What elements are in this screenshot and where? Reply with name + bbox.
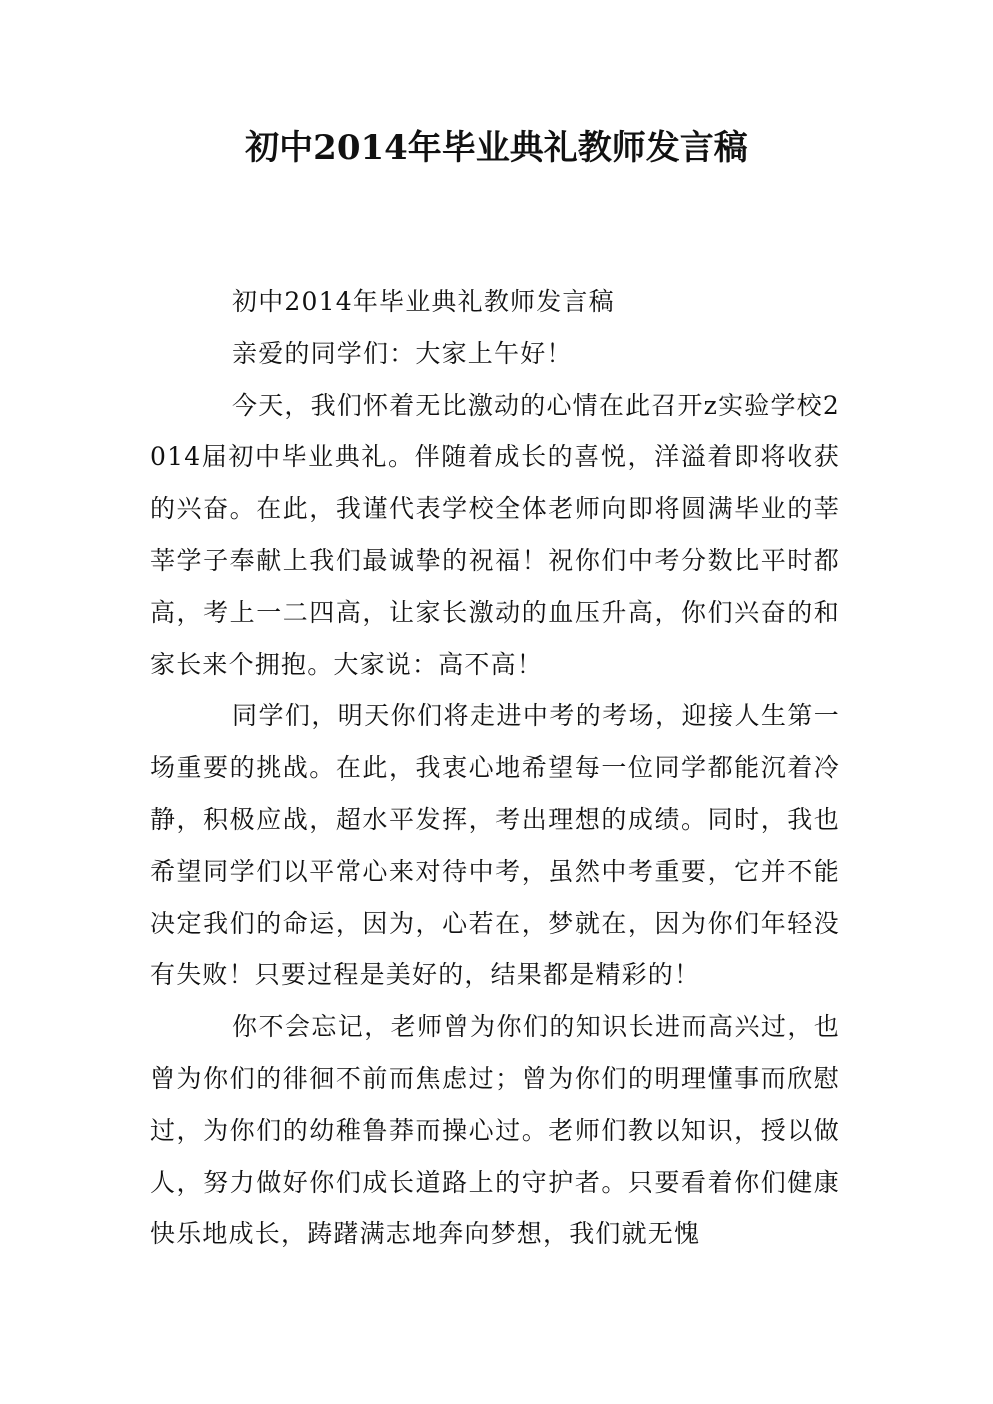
paragraph-teachers-care: 你不会忘记，老师曾为你们的知识长进而高兴过，也曾为你们的徘徊不前而焦虑过；曾为你们的明理懂事而欣慰过，为你们的幼稚鲁莽而操心过。老师们教以知识，授以做人，努力做好你们成长道路上的守护者。只要看着你们健康快乐地成长，踌躇满志地奔向梦想，我们就无愧	[150, 1012, 840, 1249]
paragraph-exam-wishes: 同学们，明天你们将走进中考的考场，迎接人生第一场重要的挑战。在此，我衷心地希望每一位同学都能沉着冷静，积极应战，超水平发挥，考出理想的成绩。同时，我也希望同学们以平常心来对待中考，虽然中考重要，它并不能决定我们的命运，因为，心若在，梦就在，因为你们年轻没有失败！只要过程是美好的，结果都是精彩的！	[150, 701, 840, 990]
document-body	[150, 276, 840, 1260]
document-title: 初中2014年毕业典礼教师发言稿	[245, 128, 748, 168]
paragraph-opening: 今天，我们怀着无比激动的心情在此召开z实验学校2014届初中毕业典礼。伴随着成长的喜悦，洋溢着即将收获的兴奋。在此，我谨代表学校全体老师向即将圆满毕业的莘莘学子奉献上我们最诚挚的祝福！祝你们中考分数比平时都高，考上一二四高，让家长激动的血压升高，你们兴奋的和家长来个拥抱。大家说：高不高！	[150, 390, 840, 679]
paragraph-greeting: 亲爱的同学们：大家上午好！	[232, 338, 573, 368]
paragraph-subtitle: 初中2014年毕业典礼教师发言稿	[232, 287, 615, 316]
